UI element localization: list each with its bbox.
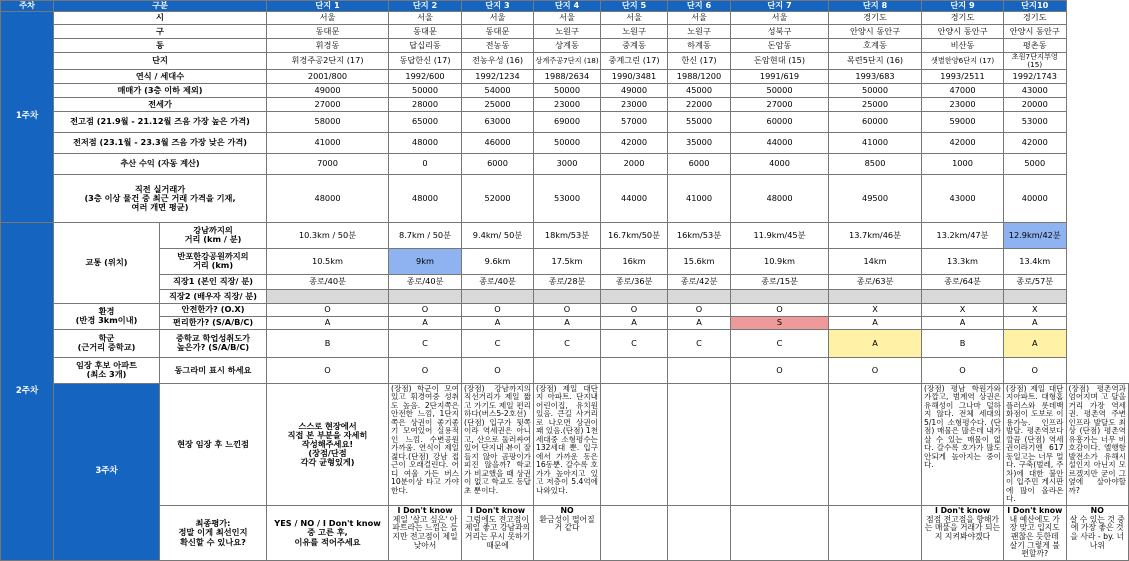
value-cell: 3000 <box>534 153 601 174</box>
week2-transport-row <box>1 222 1129 248</box>
value-cell: 58000 <box>267 111 389 132</box>
value-cell: O <box>731 357 829 383</box>
value-cell: 한신 (17) <box>668 53 731 70</box>
value-cell: 52000 <box>462 174 534 222</box>
value-cell: O <box>731 303 829 316</box>
group-label: 교통 (위치) <box>54 222 160 303</box>
row-label: 전세가 <box>54 97 267 111</box>
value-cell: 8500 <box>829 153 922 174</box>
value-cell <box>731 289 829 303</box>
week-label: 1주차 <box>1 12 54 223</box>
value-cell: X <box>1004 303 1066 316</box>
value-cell: 1992/1743 <box>1004 69 1066 83</box>
value-cell: 상계주공7단지 (18) <box>534 53 601 70</box>
verdict-reason: 환금성이 떨어질 거 같다 <box>539 514 595 533</box>
value-cell: 50000 <box>829 83 922 97</box>
value-cell: 22000 <box>668 97 731 111</box>
impression-memo <box>829 383 922 505</box>
verdict-label: I Don't know <box>934 505 991 515</box>
value-cell: O <box>389 357 462 383</box>
value-cell: 50000 <box>534 83 601 97</box>
impression-memo <box>731 383 829 505</box>
value-cell: 종로/40분 <box>462 274 534 289</box>
value-cell <box>829 289 922 303</box>
value-cell: O <box>922 357 1004 383</box>
value-cell: 69000 <box>534 111 601 132</box>
value-cell: 50000 <box>731 83 829 97</box>
value-cell: 0 <box>389 153 462 174</box>
value-cell: 11.9km/45분 <box>731 222 829 248</box>
final-verdict-cell <box>389 505 462 560</box>
value-cell: 47000 <box>922 83 1004 97</box>
value-cell: 40000 <box>1004 174 1066 222</box>
value-cell: 1993/2511 <box>922 69 1004 83</box>
value-cell: 샛별한양6단지 (17) <box>922 53 1004 70</box>
value-cell: 44000 <box>601 174 668 222</box>
value-cell: O <box>601 303 668 316</box>
value-cell: 경기도 <box>922 12 1004 25</box>
final-verdict-cell <box>601 505 668 560</box>
row-label: 강남까지의 거리 (km / 분) <box>160 222 267 248</box>
value-cell: 59000 <box>922 111 1004 132</box>
final-verdict-cell <box>922 505 1004 560</box>
value-cell: 상계동 <box>534 39 601 53</box>
value-cell: 서울 <box>389 12 462 25</box>
value-cell: 돈암현대 (15) <box>731 53 829 70</box>
value-cell: 종로/64분 <box>922 274 1004 289</box>
value-cell: 10.3km / 50분 <box>267 222 389 248</box>
verdict-reason: 점점 전고점을 향해가는 매물을 거래가 되는지 지켜봐야겠다 <box>924 514 1001 541</box>
week1-row <box>1 174 1129 222</box>
value-cell: 55000 <box>668 111 731 132</box>
value-cell: O <box>462 357 534 383</box>
value-cell: O <box>389 303 462 316</box>
value-cell: A <box>922 316 1004 329</box>
week-label: 2주차 <box>1 222 54 560</box>
value-cell: 63000 <box>462 111 534 132</box>
value-cell: 49500 <box>829 174 922 222</box>
final-verdict-cell <box>1004 505 1066 560</box>
value-cell: 종로/15분 <box>731 274 829 289</box>
impression-memo: (장점) 제일 대단지아파트. 대형홈플러스와 롯데백화점이 도보로 이용가능. 인프라 발달. 평촌역보다 깔끔 (단점) 역세권이라기엔 617동일고는 너무 멀다. 구축(벌레, 주차)에 대한 불안이 입주민 게시판에 많이 올라온다. <box>1004 383 1066 505</box>
value-cell: 25000 <box>462 97 534 111</box>
value-cell: 1988/1200 <box>668 69 731 83</box>
value-cell: 1993/683 <box>829 69 922 83</box>
value-cell: O <box>462 303 534 316</box>
value-cell: A <box>267 316 389 329</box>
verdict-label: I Don't know <box>397 505 453 515</box>
value-cell: O <box>267 357 389 383</box>
verdict-reason: 제일 '살고 싶은' 아파트라는 느낌은 들지만 전고점이 제일 낮아서 <box>392 514 458 550</box>
row-label: 연식 / 세대수 <box>54 69 267 83</box>
value-cell: 동답한신 (17) <box>389 53 462 70</box>
value-cell: 1988/2634 <box>534 69 601 83</box>
week2-candidates-row <box>1 357 1129 383</box>
value-cell: 종로/40분 <box>267 274 389 289</box>
value-cell <box>922 289 1004 303</box>
complex-header: 단지 1 <box>267 1 389 12</box>
value-cell: 41000 <box>829 132 922 153</box>
value-cell: A <box>829 329 922 357</box>
value-cell: 9.4km/ 50분 <box>462 222 534 248</box>
value-cell: 41000 <box>267 132 389 153</box>
value-cell: 노원구 <box>534 25 601 39</box>
value-cell: 1992/600 <box>389 69 462 83</box>
value-cell: 46000 <box>462 132 534 153</box>
value-cell: 42000 <box>601 132 668 153</box>
value-cell <box>267 289 389 303</box>
value-cell: 중계그린 (17) <box>601 53 668 70</box>
week1-row <box>1 83 1129 97</box>
value-cell: 13.3km <box>922 248 1004 274</box>
value-cell: 동대문 <box>267 25 389 39</box>
value-cell: C <box>462 329 534 357</box>
value-cell: 65000 <box>389 111 462 132</box>
value-cell <box>534 289 601 303</box>
row-label: 동그라미 표시 하세요 <box>160 357 267 383</box>
value-cell: 4000 <box>731 153 829 174</box>
value-cell: 57000 <box>601 111 668 132</box>
value-cell: C <box>534 329 601 357</box>
value-cell: 1991/619 <box>731 69 829 83</box>
verdict-label: NO <box>560 505 574 515</box>
week2-transport-row <box>1 274 1129 289</box>
value-cell: O <box>534 303 601 316</box>
final-verdict-cell <box>731 505 829 560</box>
value-cell: 13.4km <box>1004 248 1066 274</box>
verdict-label: I Don't know <box>1007 505 1063 515</box>
row-label: 단지 <box>54 53 267 70</box>
value-cell: 5000 <box>1004 153 1066 174</box>
value-cell: 중계동 <box>601 39 668 53</box>
value-cell: 초원7단지부영(15) <box>1004 53 1066 70</box>
value-cell: X <box>922 303 1004 316</box>
value-cell: A <box>462 316 534 329</box>
value-cell <box>601 289 668 303</box>
value-cell: 경기도 <box>829 12 922 25</box>
complex-header: 단지 6 <box>668 1 731 12</box>
week1-row <box>1 39 1129 53</box>
complex-header: 단지 8 <box>829 1 922 12</box>
group-label: 최종평가: 정말 이게 최선인지 확신할 수 있나요? <box>160 505 267 560</box>
value-cell: 서울 <box>267 12 389 25</box>
row-label: 시 <box>54 12 267 25</box>
value-cell: 비산동 <box>922 39 1004 53</box>
value-cell: B <box>267 329 389 357</box>
value-cell: 50000 <box>389 83 462 97</box>
verdict-label: I Don't know <box>469 505 526 515</box>
value-cell: 28000 <box>389 97 462 111</box>
week1-row <box>1 25 1129 39</box>
value-cell: O <box>1004 357 1066 383</box>
value-cell: 25000 <box>829 97 922 111</box>
value-cell: 16km/53분 <box>668 222 731 248</box>
value-cell: 1000 <box>922 153 1004 174</box>
value-cell: 안양시 동안구 <box>922 25 1004 39</box>
impression-memo: (장점) 강남까지의 직선거리가 제일 짧고 가기도 제일 편리하다(버스5-2호선) (단점) 입구가 뒷쪽이라 역세권은 아니고, 산으로 둘러싸여있어 단지내 뷰이 잘 들지 않아 곰팡이가 피진 않을까? 학교가 비교했을 때 상권이 없고 학교도 동답초 뿐이다. <box>462 383 534 505</box>
value-cell: 종로/40분 <box>389 274 462 289</box>
value-cell: 23000 <box>601 97 668 111</box>
category-header: 구분 <box>54 1 267 12</box>
value-cell: 서울 <box>668 12 731 25</box>
week1-row <box>1 132 1129 153</box>
group-label: 환경 (반경 3km이내) <box>54 303 160 329</box>
value-cell: 23000 <box>534 97 601 111</box>
value-cell: 종로/36분 <box>601 274 668 289</box>
value-cell <box>668 289 731 303</box>
complex-header: 단지 2 <box>389 1 462 12</box>
value-cell: O <box>829 357 922 383</box>
value-cell: 13.7km/46분 <box>829 222 922 248</box>
verdict-label: NO <box>1090 505 1104 515</box>
value-cell: 53000 <box>534 174 601 222</box>
value-cell: 전농우성 (16) <box>462 53 534 70</box>
row-label: YES / NO / I Don't know 중 고른 후, 이유를 적어주세요 <box>267 505 389 560</box>
value-cell: 돈암동 <box>731 39 829 53</box>
value-cell: C <box>601 329 668 357</box>
value-cell: C <box>668 329 731 357</box>
value-cell: 종로/42분 <box>668 274 731 289</box>
week1-row <box>1 97 1129 111</box>
value-cell: 49000 <box>601 83 668 97</box>
value-cell: 하계동 <box>668 39 731 53</box>
week2-environment-row <box>1 316 1129 329</box>
impression-memo: (장점) 평남 학원가와 가깝고, 범계역 상권은 유해성이 그나마 덜하지 않다. 전체 세대의 5/1이 소형평수다. (단점) 매물은 많은데 내가 살 수 있는 매물이 없다. 갈수록 호가가 많도 안되게 높아지는 중이다. <box>922 383 1004 505</box>
value-cell: A <box>1004 316 1066 329</box>
value-cell: 53000 <box>1004 111 1066 132</box>
value-cell: 종로/57분 <box>1004 274 1066 289</box>
value-cell: 27000 <box>267 97 389 111</box>
value-cell: 목련5단지 (16) <box>829 53 922 70</box>
complex-header: 단지 4 <box>534 1 601 12</box>
value-cell: B <box>922 329 1004 357</box>
value-cell: 안양시 동안구 <box>1004 25 1066 39</box>
value-cell: A <box>668 316 731 329</box>
value-cell: 60000 <box>829 111 922 132</box>
value-cell: 동대문 <box>389 25 462 39</box>
complex-header: 단지 5 <box>601 1 668 12</box>
final-verdict-cell <box>668 505 731 560</box>
week-label: 3주차 <box>54 383 160 560</box>
week1-row <box>1 53 1129 70</box>
value-cell: 종로/28분 <box>534 274 601 289</box>
row-label: 매매가 (3층 이하 제외) <box>54 83 267 97</box>
value-cell: X <box>829 303 922 316</box>
value-cell: 답십리동 <box>389 39 462 53</box>
week1-row <box>1 12 1129 25</box>
value-cell: S <box>731 316 829 329</box>
value-cell: 서울 <box>601 12 668 25</box>
row-label: 스스로 현장에서 직접 본 부분을 자세히 작성해주세요! (장점/단점 각각 균형있게) <box>267 383 389 505</box>
verdict-reason: 살 수 있는 것 중에 가장 좋은 것을 사라 - by. 너나위 <box>1069 514 1125 550</box>
row-label: 전저점 (23.1월 - 23.3월 즈음 가장 낮은 가격) <box>54 132 267 153</box>
complex-header: 단지10 <box>1004 1 1066 12</box>
value-cell: 20000 <box>1004 97 1066 111</box>
value-cell: 12.9km/42분 <box>1004 222 1066 248</box>
row-label: 편리한가? (S/A/B/C) <box>160 316 267 329</box>
value-cell: 43000 <box>1004 83 1066 97</box>
value-cell: 41000 <box>668 174 731 222</box>
value-cell: 휘경주공2단지 (17) <box>267 53 389 70</box>
value-cell: 54000 <box>462 83 534 97</box>
value-cell: 6000 <box>462 153 534 174</box>
value-cell: 평촌동 <box>1004 39 1066 53</box>
value-cell: 42000 <box>1004 132 1066 153</box>
impression-memo: (장점) 평촌역과 엄어지며 고 달을 거리 가장 역세권. 평촌역 주변 인프라 발달도 최상 (단점) 평촌역 유흥가는 너무 비호감이다. 엘행함 발전소가 유해시설인지 아닌지 모르겠지만 굳이 그 옆에 살아야할까? <box>1066 383 1129 505</box>
value-cell: 1992/1234 <box>462 69 534 83</box>
value-cell: 27000 <box>731 97 829 111</box>
value-cell: A <box>829 316 922 329</box>
value-cell: 10.5km <box>267 248 389 274</box>
complex-header: 단지 9 <box>922 1 1004 12</box>
value-cell: 8.7km / 50분 <box>389 222 462 248</box>
value-cell: 23000 <box>922 97 1004 111</box>
impression-memo: (장점) 학군이 모여있고 휘경여중 성취도 높음. 2단지쪽은 안전한 느낌, 1단지쪽은 상권이 좋기좋기 모여있어 실용적인 느낌. 수변공원 가까움. 연식이 제일 젊다.(단점) 강남 접근이 오래걸린다. 어디 여울 가든 버스 10분이상 타고 가야한다. <box>389 383 462 505</box>
week1-row <box>1 69 1129 83</box>
value-cell: 16km <box>601 248 668 274</box>
row-label: 직전 실거래가 (3층 이상 물건 중 최근 거래 가격을 기재, 여러 개면 평균) <box>54 174 267 222</box>
value-cell: 45000 <box>668 83 731 97</box>
value-cell: 17.5km <box>534 248 601 274</box>
header-row <box>1 1 1129 12</box>
group-label: 임장 후보 아파트 (최소 3개) <box>54 357 160 383</box>
value-cell: 6000 <box>668 153 731 174</box>
row-label: 직장2 (배우자 직장/ 분) <box>160 289 267 303</box>
impression-memo <box>668 383 731 505</box>
impression-memo <box>601 383 668 505</box>
week2-school-row <box>1 329 1129 357</box>
final-verdict-cell <box>1066 505 1129 560</box>
week3-impression-row <box>1 383 1129 505</box>
value-cell: 9.6km <box>462 248 534 274</box>
value-cell: 노원구 <box>601 25 668 39</box>
impression-memo: (장점) 제일 대단지 아파트. 단지내 어린이집, 유치원 있음. 큰길 사거리로 나오면 상권이 꽤 있음.(단점) 1천세대중 소형평수는 132세대 뿐. 입구에서 가까운 동은 16동뿐. 갈수록 호가가 높아지고 있고 저층이 5.4억에 나와있다. <box>534 383 601 505</box>
week-header: 주차 <box>1 1 54 12</box>
value-cell: 50000 <box>534 132 601 153</box>
complex-header: 단지 3 <box>462 1 534 12</box>
value-cell: 49000 <box>267 83 389 97</box>
value-cell: 전농동 <box>462 39 534 53</box>
row-label: 반포한강공원까지의 거리 (km) <box>160 248 267 274</box>
week2-transport-row <box>1 289 1129 303</box>
value-cell <box>534 357 601 383</box>
value-cell: A <box>534 316 601 329</box>
value-cell: C <box>389 329 462 357</box>
value-cell: 48000 <box>731 174 829 222</box>
value-cell: 48000 <box>389 132 462 153</box>
final-verdict-cell <box>534 505 601 560</box>
value-cell: A <box>601 316 668 329</box>
week1-row <box>1 153 1129 174</box>
row-label: 중학교 학업성취도가 높은가? (S/A/B/C) <box>160 329 267 357</box>
final-verdict-cell <box>462 505 534 560</box>
value-cell: 1990/3481 <box>601 69 668 83</box>
value-cell: 호계동 <box>829 39 922 53</box>
value-cell: 7000 <box>267 153 389 174</box>
week1-row <box>1 111 1129 132</box>
value-cell: 9km <box>389 248 462 274</box>
value-cell: 44000 <box>731 132 829 153</box>
value-cell: 노원구 <box>668 25 731 39</box>
row-label: 안전한가? (O.X) <box>160 303 267 316</box>
value-cell: O <box>668 303 731 316</box>
value-cell: 42000 <box>922 132 1004 153</box>
value-cell: 13.2km/47분 <box>922 222 1004 248</box>
value-cell: O <box>267 303 389 316</box>
value-cell <box>462 289 534 303</box>
value-cell: 14km <box>829 248 922 274</box>
row-label: 직장1 (본인 직장/ 분) <box>160 274 267 289</box>
week2-environment-row <box>1 303 1129 316</box>
verdict-reason: 그럼에도 전고점이 제일 좋고 강남과의 거리는 무시 못하기 때문에 <box>464 514 531 550</box>
value-cell: 종로/63분 <box>829 274 922 289</box>
week2-transport-row <box>1 248 1129 274</box>
value-cell: 48000 <box>389 174 462 222</box>
value-cell: 서울 <box>462 12 534 25</box>
value-cell: 동대문 <box>462 25 534 39</box>
group-label: 현장 임장 후 느낀점 <box>160 383 267 505</box>
value-cell: A <box>1004 329 1066 357</box>
value-cell: 성북구 <box>731 25 829 39</box>
value-cell: 48000 <box>267 174 389 222</box>
value-cell: 60000 <box>731 111 829 132</box>
row-label: 추산 수익 (자동 계산) <box>54 153 267 174</box>
row-label: 구 <box>54 25 267 39</box>
value-cell: 2000 <box>601 153 668 174</box>
value-cell: 서울 <box>534 12 601 25</box>
value-cell: 휘경동 <box>267 39 389 53</box>
value-cell <box>389 289 462 303</box>
value-cell <box>601 357 668 383</box>
value-cell: 경기도 <box>1004 12 1066 25</box>
value-cell: 35000 <box>668 132 731 153</box>
value-cell: 안양시 동안구 <box>829 25 922 39</box>
row-label: 전고점 (21.9월 - 21.12월 즈음 가장 높은 가격) <box>54 111 267 132</box>
value-cell: A <box>389 316 462 329</box>
value-cell: 서울 <box>731 12 829 25</box>
value-cell: 43000 <box>922 174 1004 222</box>
value-cell: C <box>731 329 829 357</box>
verdict-reason: 내 예산에도 가장 맞고 입지도 괜찮은 듯한데 살기 그렇게 불편할까? <box>1009 514 1060 559</box>
complex-header: 단지 7 <box>731 1 829 12</box>
value-cell: 15.6km <box>668 248 731 274</box>
value-cell: 2001/800 <box>267 69 389 83</box>
group-label: 학군 (근거리 중학교) <box>54 329 160 357</box>
value-cell: 10.9km <box>731 248 829 274</box>
value-cell <box>1004 289 1066 303</box>
value-cell: 18km/53분 <box>534 222 601 248</box>
final-verdict-cell <box>829 505 922 560</box>
row-label: 동 <box>54 39 267 53</box>
week3-final-row <box>1 505 1129 560</box>
value-cell: 16.7km/50분 <box>601 222 668 248</box>
value-cell <box>668 357 731 383</box>
